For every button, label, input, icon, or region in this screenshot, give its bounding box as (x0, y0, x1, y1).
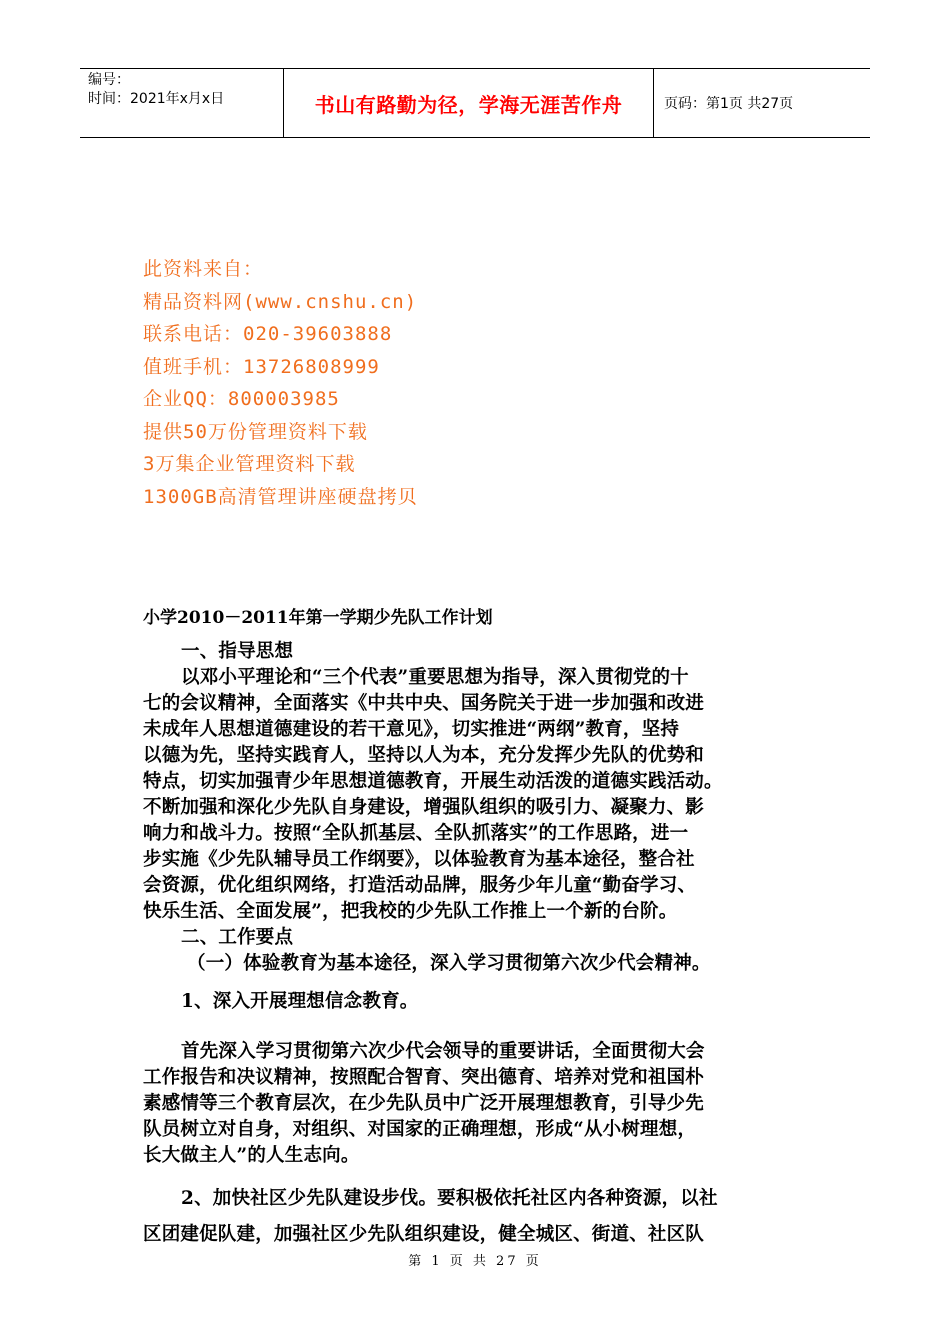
document-body (143, 603, 803, 1253)
paragraph-line: 特点，切实加强青少年思想道德教育，开展生动活泼的道德实践活动。 (143, 771, 723, 792)
ad-line: 提供50万份管理资料下载 (143, 420, 368, 443)
ad-line: 企业QQ：800003985 (143, 388, 340, 410)
paragraph-line: 七的会议精神，全面落实《中共中央、国务院关于进一步加强和改进 (143, 693, 705, 714)
header-motto: 书山有路勤为径，学海无涯苦作舟 (314, 92, 623, 117)
paragraph-line: 队员树立对自身，对组织、对国家的正确理想，形成“从小树理想， (143, 1119, 697, 1140)
section-heading: 二、工作要点 (181, 927, 294, 948)
paragraph-line: 工作报告和决议精神，按照配合智育、突出德育、培养对党和祖国朴 (143, 1067, 705, 1088)
ad-line: 联系电话：020-39603888 (143, 323, 393, 345)
doc-number-label: 编号： (88, 72, 130, 88)
header-meta-cell (80, 69, 284, 137)
page-header (80, 68, 870, 138)
ad-line: 3万集企业管理资料下载 (143, 453, 356, 475)
paragraph-line: 以德为先，坚持实践育人，坚持以人为本，充分发挥少先队的优势和 (143, 745, 705, 766)
header-page-cell (654, 69, 870, 137)
paragraph-line: 未成年人思想道德建设的若干意见》，切实推进“两纲”教育，坚持 (143, 719, 680, 740)
section-heading: 一、指导思想 (181, 641, 294, 662)
item-heading: 1、深入开展理想信念教育。 (181, 991, 419, 1012)
paragraph-line: 不断加强和深化少先队自身建设，增强队组织的吸引力、凝聚力、影 (143, 797, 705, 818)
document-title: 小学2010－2011年第一学期少先队工作计划 (143, 608, 493, 628)
paragraph-line: 快乐生活、全面发展”，把我校的少先队工作推上一个新的台阶。 (143, 901, 678, 922)
paragraph-line: 2、加快社区少先队建设步伐。要积极依托社区内各种资源，以社 (181, 1188, 718, 1209)
paragraph-line: 响力和战斗力。按照“全队抓基层、全队抓落实”的工作思路，进一 (143, 823, 689, 844)
paragraph-line: 长大做主人”的人生志向。 (143, 1145, 360, 1166)
header-motto-cell (284, 69, 654, 137)
ad-line: 此资料来自： (143, 258, 264, 280)
paragraph-line: 以邓小平理论和“三个代表”重要思想为指导，深入贯彻党的十 (181, 667, 689, 688)
doc-time-label: 时间：2021年x月x日 (88, 91, 225, 107)
paragraph-line: 首先深入学习贯彻第六次少代会领导的重要讲话，全面贯彻大会 (181, 1041, 705, 1062)
paragraph-line: 步实施《少先队辅导员工作纲要》，以体验教育为基本途径，整合社 (143, 849, 695, 870)
ad-line: 值班手机：13726808999 (143, 355, 380, 378)
page-footer: 第 1 页 共 27 页 (408, 1254, 542, 1269)
paragraph-line: 会资源，优化组织网络，打造活动品牌，服务少年儿童“勤奋学习、 (143, 875, 697, 896)
paragraph-line: 素感情等三个教育层次，在少先队员中广泛开展理想教育，引导少先 (143, 1093, 705, 1114)
source-ad-block (143, 253, 418, 513)
ad-line: 1300GB高清管理讲座硬盘拷贝 (143, 485, 418, 508)
subsection-heading: （一）体验教育为基本途径，深入学习贯彻第六次少代会精神。 (187, 953, 711, 974)
paragraph-line: 区团建促队建，加强社区少先队组织建设，健全城区、街道、社区队 (143, 1224, 705, 1245)
ad-line: 精品资料网(www.cnshu.cn) (143, 290, 418, 313)
header-page-info: 页码：第1页 共27页 (664, 96, 794, 112)
